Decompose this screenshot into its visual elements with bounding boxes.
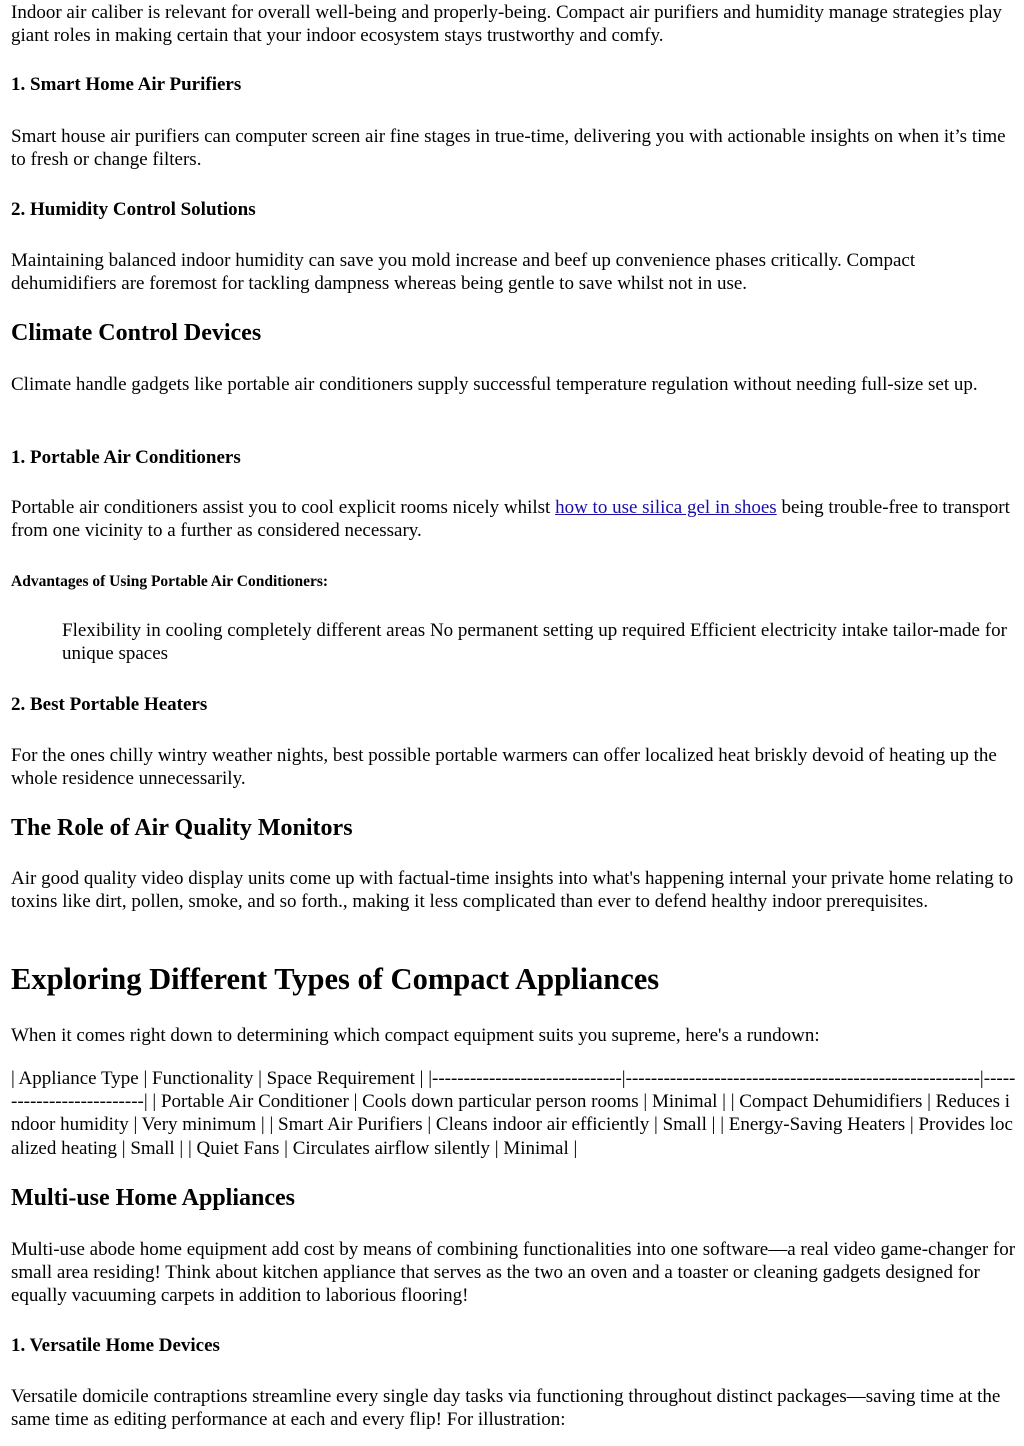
heading-humidity-control: 2. Humidity Control Solutions <box>11 199 256 220</box>
heading-multi-use-appliances: Multi-use Home Appliances <box>11 1185 296 1211</box>
heading-best-portable-heaters: 2. Best Portable Heaters <box>11 694 208 715</box>
paragraph-versatile-devices: Versatile domicile contraptions streamline every single day tasks via functioning throughout distinct packages—saving time at the same time as editing performance at each and every flip! For illustration: <box>11 1386 1001 1431</box>
appliance-table-text: | Appliance Type | Functionality | Space Requirement | |------------------------------|--------------------------------------------------------|--------------------------| | Portable Air Conditioner | Cools down particular person rooms | Minimal | | Compact Dehumidifiers | Reduces indoor humidity | Very minimum | | Smart Air Purifiers | Cleans indoor air efficiently | Small | | Energy-Saving Heaters | Provides localized heating | Small | | Quiet Fans | Circulates airflow silently | Minimal | <box>11 1068 1016 1159</box>
heading-exploring-compact-appliances: Exploring Different Types of Compact Appliances <box>11 962 660 996</box>
heading-versatile-home-devices: 1. Versatile Home Devices <box>11 1335 220 1356</box>
advantages-blockquote: Flexibility in cooling completely different areas No permanent setting up required Efficient electricity intake tailor-made for unique spaces <box>62 620 1007 665</box>
heading-climate-control-devices: Climate Control Devices <box>11 320 262 346</box>
paragraph-humidity-control: Maintaining balanced indoor humidity can save you mold increase and beef up convenience phases critically. Compact dehumidifiers are foremost for tackling dampness whereas being gentle to save whilst not in use. <box>11 250 916 295</box>
silica-gel-shoes-link[interactable]: how to use silica gel in shoes <box>555 497 777 518</box>
paragraph-portable-heaters: For the ones chilly wintry weather nights, best possible portable warmers can offer localized heat briskly devoid of heating up the whole residence unnecessarily. <box>11 745 997 790</box>
heading-smart-home-air-purifiers: 1. Smart Home Air Purifiers <box>11 74 242 95</box>
paragraph-multi-use: Multi-use abode home equipment add cost by means of combining functionalities into one software—a real video game-changer for small area residing! Think about kitchen appliance that serves as the two an oven and a toaster or cleaning gadgets designed for equally vacuuming carpets in addition to laborious flooring! <box>11 1239 1016 1307</box>
paragraph-climate-control: Climate handle gadgets like portable air conditioners supply successful temperature regulation without needing full-size set up. <box>11 374 978 395</box>
intro-paragraph: Indoor air caliber is relevant for overall well-being and properly-being. Compact air purifiers and humidity manage strategies play giant roles in making certain that your indoor ecosystem stays trustworthy and comfy. <box>11 2 1002 47</box>
paragraph-text-before-link: Portable air conditioners assist you to cool explicit rooms nicely whilst <box>11 497 556 518</box>
paragraph-smart-purifiers: Smart house air purifiers can computer screen air fine stages in true-time, delivering you with actionable insights on when it’s time to fresh or change filters. <box>11 126 1006 171</box>
paragraph-text-after-link: being trouble-free to transport from one vicinity to a further as considered necessary. <box>11 497 1010 542</box>
paragraph-air-quality-monitors: Air good quality video display units come up with factual-time insights into what's happening internal your private home relating to toxins like dirt, pollen, smoke, and so forth., making it less complicated than ever to defend healthy indoor prerequisites. <box>11 868 1014 913</box>
heading-portable-air-conditioners: 1. Portable Air Conditioners <box>11 447 241 468</box>
heading-air-quality-monitors: The Role of Air Quality Monitors <box>11 815 353 841</box>
heading-advantages: Advantages of Using Portable Air Conditioners: <box>11 573 329 590</box>
paragraph-exploring-rundown: When it comes right down to determining which compact equipment suits you supreme, here's a rundown: <box>11 1025 820 1046</box>
paragraph-portable-ac <box>11 496 1017 542</box>
